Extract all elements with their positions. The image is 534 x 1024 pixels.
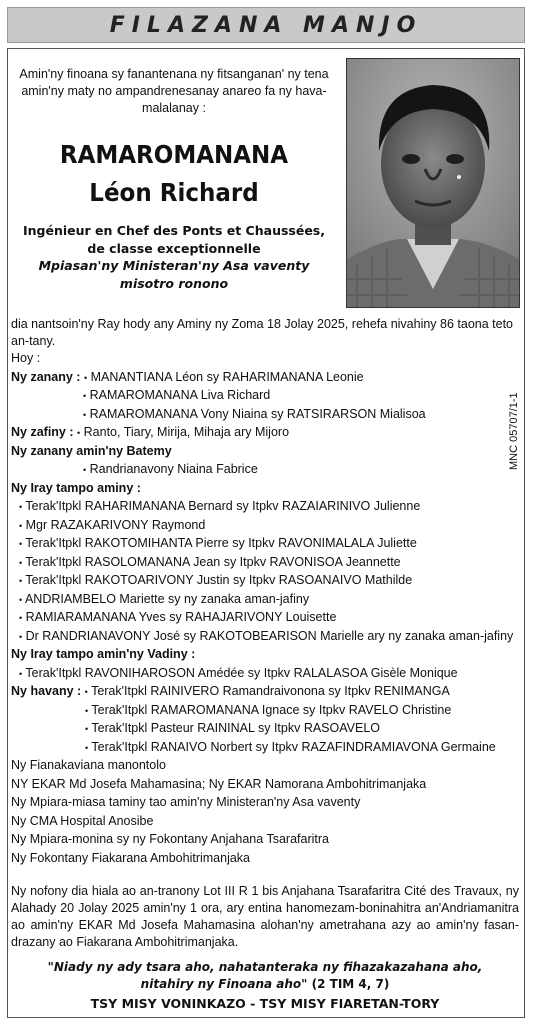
title-line: Ingénieur en Chef des Ponts et Chaussées, xyxy=(23,223,325,238)
bullet-icon: • xyxy=(19,668,23,679)
deceased-surname: RAMAROMANANA xyxy=(59,140,289,169)
list-item xyxy=(11,683,519,702)
title-line: de classe exceptionnelle xyxy=(87,240,261,256)
list-item xyxy=(11,628,519,647)
list-item xyxy=(11,387,519,406)
bullet-icon: • xyxy=(85,742,89,753)
portrait-image xyxy=(347,59,519,307)
list-item-text: Terak'Itpkl RASOLOMANANA Jean sy Itpkv RAVONISOA Jeannette xyxy=(25,554,401,569)
bullet-icon: • xyxy=(85,705,89,716)
list-item xyxy=(11,461,519,480)
bullet-icon: • xyxy=(19,576,23,586)
list-item xyxy=(11,720,519,739)
list-item-text: Dr RANDRIANAVONY José sy RAKOTOBEARISON Marielle ary ny zanaka aman-jafiny xyxy=(25,628,514,643)
notice-body xyxy=(11,316,519,868)
other-line: Ny Mpiara-miasa taminy tao amin'ny Ministeran'ny Asa vaventy xyxy=(11,795,361,809)
intro-text: Amin'ny finoana sy fanantenana ny fitsanganan' ny tena amin'ny maty no ampandrenesanay anareo fa ny hava-malalanay : xyxy=(19,67,329,115)
list-item-text: RAMIARAMANANA Yves sy RAHAJARIVONY Louisette xyxy=(25,610,337,624)
bullet-icon: • xyxy=(83,372,88,383)
list-item-text: Mgr RAZAKARIVONY Raymond xyxy=(25,517,206,532)
list-item xyxy=(11,572,519,591)
bullet-icon: • xyxy=(19,520,23,531)
list-item-text: Terak'Itpkl RAHARIMANANA Bernard sy Itpkv RAZAIARINIVO Julienne xyxy=(25,499,421,513)
group-label-zafiny: Ny zafiny : xyxy=(11,425,74,439)
bullet-icon: • xyxy=(19,557,23,568)
list-item-text: Terak'Itpkl RAKOTOMIHANTA Pierre sy Itpkv RAVONIMALALA Juliette xyxy=(25,536,417,550)
list-item xyxy=(11,498,519,517)
list-item xyxy=(11,665,519,684)
list-item-text: Terak'Itpkl RAMAROMANANA Ignace sy Itpkv RAVELO Christine xyxy=(91,702,452,717)
list-item-text: Terak'Itpkl RANAIVO Norbert sy Itpkv RAZAFINDRAMIAVONA Germaine xyxy=(91,739,496,754)
group-label-iray-tampo xyxy=(11,480,519,499)
bullet-icon: • xyxy=(19,539,23,549)
list-item-text: ANDRIAMBELO Mariette sy ny zanaka aman-jafiny xyxy=(24,591,310,606)
group-label-batemy xyxy=(11,443,519,462)
bullet-icon: • xyxy=(19,631,23,642)
deceased-given-names: Léon Richard xyxy=(89,178,259,207)
list-item xyxy=(11,424,519,443)
list-item-text: Randrianavony Niaina Fabrice xyxy=(89,462,258,476)
list-item xyxy=(11,517,519,536)
list-item-text: Terak'Itpkl RAKOTOARIVONY Justin sy Itpkv RASOANAIVO Mathilde xyxy=(25,573,413,587)
bullet-icon: • xyxy=(83,465,87,475)
group-label-text: Ny zanany amin'ny Batemy xyxy=(11,443,172,458)
portrait-photo xyxy=(346,58,520,308)
group-label-vadiny xyxy=(11,646,519,665)
other-line: Ny Fokontany Fiakarana Ambohitrimanjaka xyxy=(11,850,251,865)
group-label-havany: Ny havany : xyxy=(11,684,82,698)
title-line: misotro ronono xyxy=(119,275,229,291)
list-item xyxy=(11,591,519,610)
list-item-text: Ranto, Tiary, Mirija, Mihaja ary Mijoro xyxy=(83,425,290,439)
closing-note: TSY MISY VONINKAZO - TSY MISY FIARETAN-TORY xyxy=(90,996,440,1011)
list-item-text: RAMAROMANANA Vony Niaina sy RATSIRARSON Mialisoa xyxy=(89,406,426,421)
funeral-details: Ny nofony dia hiala ao an-tranony Lot III R 1 bis Anjahana Tsarafaritra Cité des Travaux, ny Alahady 20 Jolay 2025 amin'ny 1 ora, ary entina hanomezam-boninahitra an'Andriamanitra ao amin'ny EKAR Md Josefa Mahamasina alohan'ny ametrahana azy ao amin'ny fasan-drazany ao Fiakarana Ambohitrimanjaka. xyxy=(11,884,519,949)
list-item-text: Terak'Itpkl RAVONIHAROSON Amédée sy Itpkv RALALASOA Gisèle Monique xyxy=(25,665,458,680)
hoy-label: Hoy : xyxy=(11,351,41,365)
other-line: Ny Fianakaviana manontolo xyxy=(11,758,166,772)
list-item xyxy=(11,739,519,758)
list-item-text: MANANTIANA Léon sy RAHARIMANANA Leonie xyxy=(90,369,364,384)
list-item-text: RAMAROMANANA Liva Richard xyxy=(89,388,271,402)
other-line: Ny CMA Hospital Anosibe xyxy=(11,813,154,828)
bullet-icon: • xyxy=(83,391,87,401)
bullet-icon: • xyxy=(19,502,23,512)
group-label-zanany: Ny zanany : xyxy=(11,369,81,384)
quote-line: nitahiry ny Finoana aho" xyxy=(140,977,308,991)
list-item xyxy=(11,369,519,388)
other-line: NY EKAR Md Josefa Mahamasina; Ny EKAR Namorana Ambohitrimanjaka xyxy=(11,776,427,791)
list-item xyxy=(11,406,519,425)
quote-line: "Niady ny ady tsara aho, nahatanteraka ny fihazakazahana aho, xyxy=(47,960,483,974)
bullet-icon: • xyxy=(83,409,87,420)
notice-header xyxy=(7,7,525,43)
list-item xyxy=(11,535,519,554)
other-line: Ny Mpiara-monina sy ny Fokontany Anjahana Tsarafaritra xyxy=(11,832,329,846)
list-item xyxy=(11,554,519,573)
list-item xyxy=(11,609,519,628)
bullet-icon: • xyxy=(19,613,23,623)
deceased-title xyxy=(18,222,330,292)
list-item-text: Terak'Itpkl RAINIVERO Ramandraivonona sy Itpkv RENIMANGA xyxy=(91,684,450,698)
group-label-text: Ny Iray tampo amin'ny Vadiny : xyxy=(11,647,196,661)
reference-code: MNC 05707/1-1 xyxy=(508,392,520,470)
group-label-text: Ny Iray tampo aminy : xyxy=(11,480,141,495)
list-item xyxy=(11,702,519,721)
notice-header-title: FILAZANA MANJO xyxy=(109,12,423,38)
bullet-icon: • xyxy=(84,687,88,697)
title-line: Mpiasan'ny Ministeran'ny Asa vaventy xyxy=(38,258,310,273)
bible-quote xyxy=(11,959,519,993)
quote-reference: (2 TIM 4, 7) xyxy=(311,977,390,991)
bullet-icon: • xyxy=(77,428,81,438)
bullet-icon: • xyxy=(85,724,89,734)
bullet-icon: • xyxy=(19,594,23,605)
announcement-text: dia nantsoin'ny Ray hody any Aminy ny Zoma 18 Jolay 2025, rehefa nivahiny 86 taona teto an-tany. xyxy=(11,317,514,348)
list-item-text: Terak'Itpkl Pasteur RAININAL sy Itpkv RASOAVELO xyxy=(91,721,380,735)
